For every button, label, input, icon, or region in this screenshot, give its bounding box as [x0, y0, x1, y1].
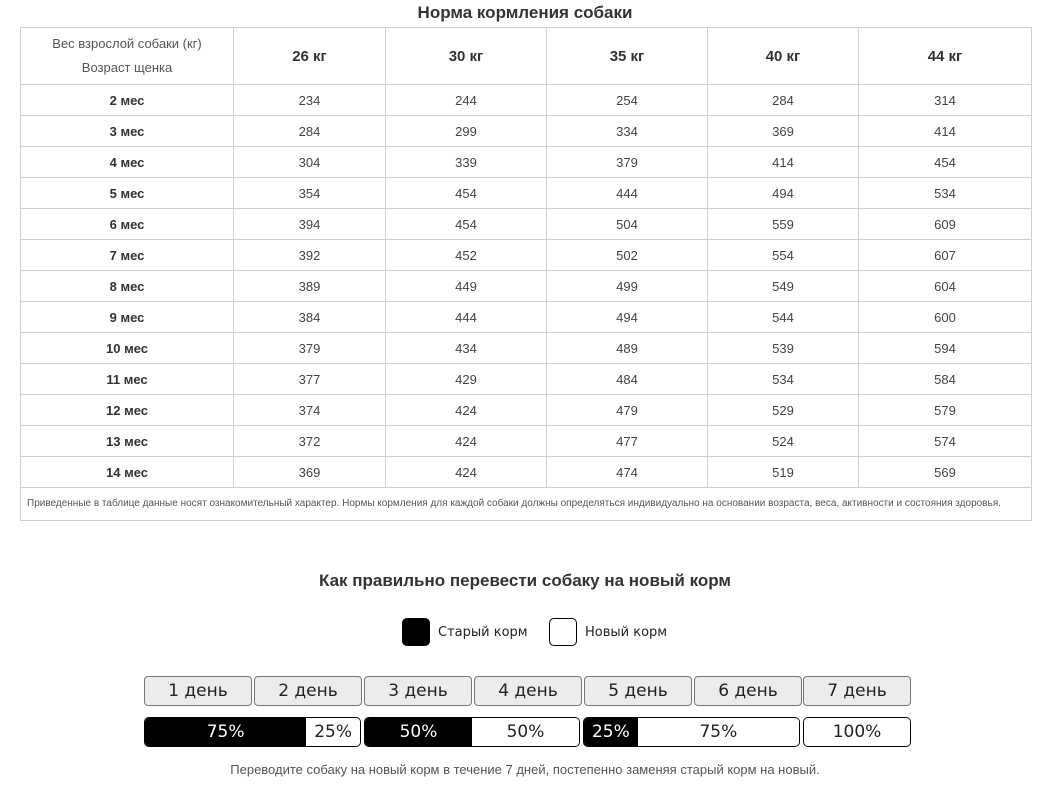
value-cell: 244: [386, 85, 547, 116]
mix-bar-days-1-2: [144, 717, 361, 747]
value-cell: 424: [386, 426, 547, 457]
age-cell: 9 мес: [21, 302, 234, 333]
value-cell: 384: [234, 302, 386, 333]
day-box: 5 день: [584, 676, 692, 706]
value-cell: 254: [547, 85, 708, 116]
value-cell: 454: [859, 147, 1032, 178]
value-cell: 600: [859, 302, 1032, 333]
weight-column-header: 44 кг: [859, 28, 1032, 85]
table-row: [21, 302, 1032, 333]
value-cell: 529: [708, 395, 859, 426]
value-cell: 314: [859, 85, 1032, 116]
value-cell: 594: [859, 333, 1032, 364]
value-cell: 394: [234, 209, 386, 240]
value-cell: 539: [708, 333, 859, 364]
value-cell: 609: [859, 209, 1032, 240]
value-cell: 549: [708, 271, 859, 302]
value-cell: 579: [859, 395, 1032, 426]
value-cell: 607: [859, 240, 1032, 271]
day-box: 2 день: [254, 676, 362, 706]
weight-axis-label: Вес взрослой собаки (кг): [52, 36, 202, 51]
value-cell: 377: [234, 364, 386, 395]
legend-old-food: [402, 618, 528, 646]
value-cell: 569: [859, 457, 1032, 488]
table-row: [21, 457, 1032, 488]
value-cell: 574: [859, 426, 1032, 457]
value-cell: 389: [234, 271, 386, 302]
table-row: [21, 85, 1032, 116]
value-cell: 339: [386, 147, 547, 178]
day-box: 7 день: [803, 676, 911, 706]
table-note-row: [21, 488, 1032, 521]
age-cell: 6 мес: [21, 209, 234, 240]
mix-bar-days-3-4: [364, 717, 580, 747]
value-cell: 479: [547, 395, 708, 426]
transition-caption: Переводите собаку на новый корм в течение 7 дней, постепенно заменяя старый корм на новый.: [230, 762, 820, 777]
value-cell: 502: [547, 240, 708, 271]
value-cell: 414: [708, 147, 859, 178]
legend-new-label: Новый корм: [585, 624, 668, 640]
value-cell: 494: [547, 302, 708, 333]
value-cell: 554: [708, 240, 859, 271]
value-cell: 379: [234, 333, 386, 364]
value-cell: 284: [234, 116, 386, 147]
new-food-share: 75%: [638, 718, 799, 746]
value-cell: 284: [708, 85, 859, 116]
value-cell: 477: [547, 426, 708, 457]
table-row: [21, 116, 1032, 147]
value-cell: 334: [547, 116, 708, 147]
age-cell: 2 мес: [21, 85, 234, 116]
value-cell: 379: [547, 147, 708, 178]
age-cell: 8 мес: [21, 271, 234, 302]
weight-column-header: 40 кг: [708, 28, 859, 85]
value-cell: 454: [386, 178, 547, 209]
age-cell: 3 мес: [21, 116, 234, 147]
mix-bar-days-5-6: [583, 717, 800, 747]
age-cell: 4 мес: [21, 147, 234, 178]
value-cell: 504: [547, 209, 708, 240]
legend-old-label: Старый корм: [438, 624, 528, 640]
value-cell: 414: [859, 116, 1032, 147]
table-header-row: [21, 28, 1032, 85]
value-cell: 584: [859, 364, 1032, 395]
value-cell: 234: [234, 85, 386, 116]
value-cell: 369: [708, 116, 859, 147]
age-cell: 12 мес: [21, 395, 234, 426]
value-cell: 499: [547, 271, 708, 302]
transition-title: Как правильно перевести собаку на новый корм: [318, 571, 731, 590]
age-cell: 7 мес: [21, 240, 234, 271]
value-cell: 424: [386, 395, 547, 426]
value-cell: 452: [386, 240, 547, 271]
value-cell: 299: [386, 116, 547, 147]
table-row: [21, 178, 1032, 209]
table-row: [21, 395, 1032, 426]
age-cell: 10 мес: [21, 333, 234, 364]
day-box: 4 день: [474, 676, 582, 706]
day-box: 1 день: [144, 676, 252, 706]
value-cell: 489: [547, 333, 708, 364]
age-cell: 13 мес: [21, 426, 234, 457]
table-row: [21, 333, 1032, 364]
weight-column-header: 30 кг: [386, 28, 547, 85]
age-axis-label: Возраст щенка: [81, 60, 173, 75]
value-cell: 374: [234, 395, 386, 426]
value-cell: 444: [386, 302, 547, 333]
day-box: 3 день: [364, 676, 472, 706]
value-cell: 544: [708, 302, 859, 333]
table-row: [21, 147, 1032, 178]
table-row: [21, 364, 1032, 395]
value-cell: 372: [234, 426, 386, 457]
old-food-share: 75%: [145, 718, 306, 746]
age-cell: 11 мес: [21, 364, 234, 395]
value-cell: 369: [234, 457, 386, 488]
value-cell: 474: [547, 457, 708, 488]
weight-column-header: 35 кг: [547, 28, 708, 85]
feeding-table-title: Норма кормления собаки: [417, 3, 633, 22]
old-food-swatch: [402, 618, 430, 646]
corner-header-cell: [21, 28, 234, 85]
age-cell: 14 мес: [21, 457, 234, 488]
value-cell: 424: [386, 457, 547, 488]
value-cell: 392: [234, 240, 386, 271]
value-cell: 604: [859, 271, 1032, 302]
value-cell: 559: [708, 209, 859, 240]
table-note: Приведенные в таблице данные носят ознакомительный характер. Нормы кормления для каждой собаки должны определяться индивидуально на основании возраста, веса, активности и состояния здоровья.: [21, 488, 1032, 521]
feeding-table: [20, 27, 1032, 521]
value-cell: 534: [708, 364, 859, 395]
table-row: [21, 426, 1032, 457]
new-food-share: 25%: [306, 718, 360, 746]
value-cell: 519: [708, 457, 859, 488]
value-cell: 429: [386, 364, 547, 395]
value-cell: 484: [547, 364, 708, 395]
value-cell: 304: [234, 147, 386, 178]
value-cell: 434: [386, 333, 547, 364]
table-body: [21, 85, 1032, 488]
value-cell: 524: [708, 426, 859, 457]
new-food-swatch: [549, 618, 577, 646]
new-food-share: 50%: [472, 718, 579, 746]
new-food-share: 100%: [804, 718, 910, 746]
value-cell: 494: [708, 178, 859, 209]
old-food-share: 50%: [365, 718, 472, 746]
value-cell: 449: [386, 271, 547, 302]
value-cell: 354: [234, 178, 386, 209]
mix-bar-day-7: [803, 717, 911, 747]
value-cell: 444: [547, 178, 708, 209]
day-box: 6 день: [694, 676, 802, 706]
legend-new-food: [549, 618, 667, 646]
old-food-share: 25%: [584, 718, 638, 746]
table-row: [21, 240, 1032, 271]
value-cell: 534: [859, 178, 1032, 209]
weight-column-header: 26 кг: [234, 28, 386, 85]
age-cell: 5 мес: [21, 178, 234, 209]
value-cell: 454: [386, 209, 547, 240]
table-row: [21, 271, 1032, 302]
table-row: [21, 209, 1032, 240]
